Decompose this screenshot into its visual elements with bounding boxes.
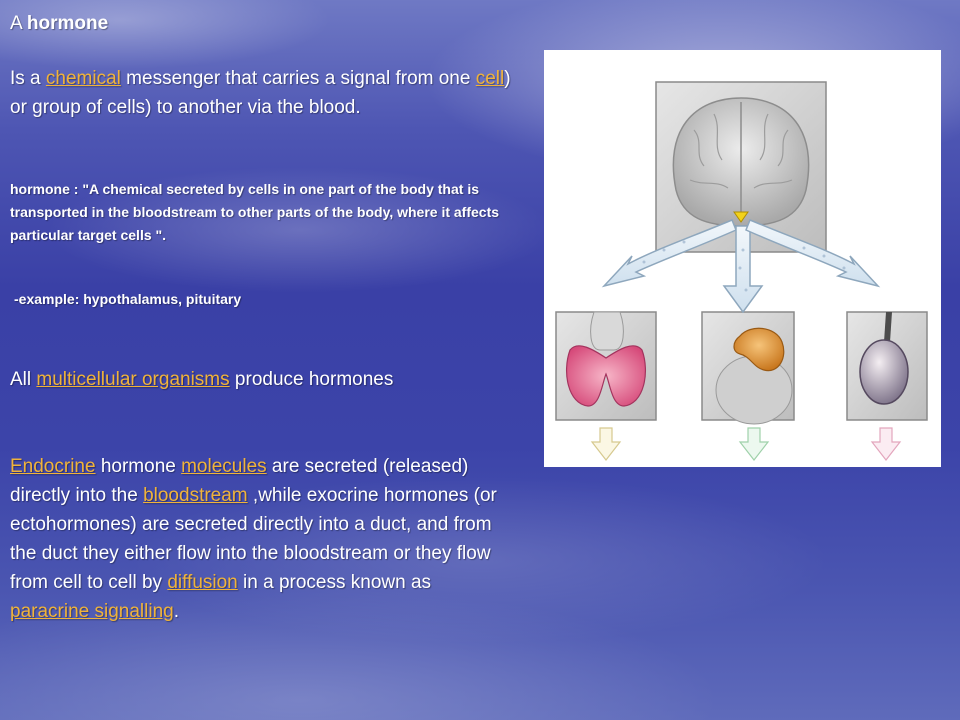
- link-cell[interactable]: cell: [475, 68, 505, 89]
- link-chemical[interactable]: chemical: [45, 68, 121, 89]
- secretion-arrows: [592, 428, 900, 460]
- text-segment: All: [10, 369, 37, 390]
- text-segment: messenger that carries a signal from one: [120, 68, 476, 89]
- slide-title: [10, 9, 515, 38]
- text-segment: Is a: [10, 68, 46, 89]
- brain-icon: [673, 98, 808, 226]
- text-segment: ,while exocrine hormones (or ectohormones) are secreted directly into a duct, and from the duct they either flow into the bloodstream or they flow from cell to cell by: [10, 485, 497, 593]
- endocrine-glands-illustration: [544, 50, 941, 467]
- text-segment: are secreted (released) directly into the: [10, 456, 469, 506]
- link-paracrine-signalling[interactable]: paracrine signalling: [10, 601, 174, 622]
- title-bold: hormone: [26, 13, 109, 34]
- text-segment: hormone: [95, 456, 182, 477]
- text-segment: produce hormones: [229, 369, 394, 390]
- link-bloodstream[interactable]: bloodstream: [143, 485, 248, 506]
- endocrine-illustration-svg: [544, 50, 941, 467]
- text-segment: in a process known as: [237, 572, 432, 593]
- example-paragraph: -example: hypothalamus, pituitary: [14, 291, 242, 307]
- link-multicellular-organisms[interactable]: multicellular organisms: [36, 369, 230, 390]
- text-segment: .: [173, 601, 179, 622]
- hormone-flow-arrows: [604, 220, 878, 312]
- link-diffusion[interactable]: diffusion: [167, 572, 238, 593]
- link-endocrine[interactable]: Endocrine: [10, 456, 96, 477]
- hormone-definition-paragraph: [10, 64, 515, 122]
- title-prefix: A: [10, 13, 27, 34]
- hormone-quote-paragraph: hormone : "A chemical secreted by cells in one part of the body that is transported in the bloodstream to other parts of the body, where it affects particular target cells ".: [10, 181, 500, 243]
- endocrine-paragraph: [10, 452, 515, 626]
- link-molecules[interactable]: molecules: [181, 456, 267, 477]
- multicellular-paragraph: [10, 365, 515, 394]
- text-segment: ) or group of cells) to another via the blood.: [10, 68, 511, 118]
